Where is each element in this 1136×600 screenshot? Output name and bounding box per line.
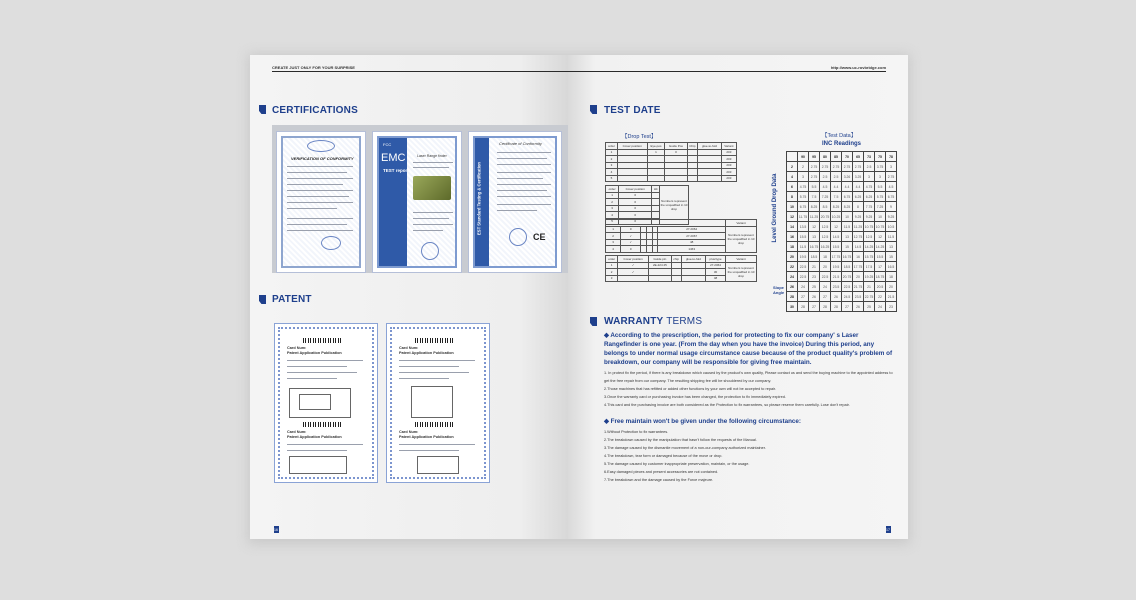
grid-cell: 16 bbox=[853, 252, 864, 262]
barcode-icon bbox=[303, 422, 341, 427]
grid-cell: 14.5 bbox=[853, 242, 864, 252]
table-row bbox=[787, 292, 897, 302]
grid-cell: 16.75 bbox=[842, 252, 853, 262]
certificate-verification bbox=[276, 131, 366, 273]
table-row: 4 203 bbox=[606, 169, 737, 176]
table-row bbox=[787, 182, 897, 192]
patent-line2: Patent Application Publication bbox=[287, 351, 342, 355]
grid-cell: 4.4 bbox=[842, 182, 853, 192]
grid-cell: 15 bbox=[886, 252, 897, 262]
table-header: Cover position bbox=[617, 143, 647, 150]
table-header: glue-to-fold bbox=[681, 256, 705, 263]
table-header: order bbox=[606, 256, 618, 263]
list-item: 1. In protect fix the period, if there is any breakdown which caused by the product's own quality, Please contact us and send the buying machine to the appointed address to get the free repair from our company. The resulting shipping fee will be shouldered by our company. bbox=[604, 371, 893, 383]
grid-cell: 3 bbox=[798, 172, 809, 182]
grid-cell: 5.5 bbox=[809, 182, 820, 192]
grid-cell: 17.75 bbox=[853, 262, 864, 272]
warranty-title-b: TERMS bbox=[666, 316, 703, 327]
grid-cell: 26 bbox=[831, 292, 842, 302]
emc-sub-label: TEST report bbox=[383, 168, 409, 173]
left-page bbox=[250, 55, 568, 539]
emc-big-label: EMC bbox=[381, 152, 406, 164]
table-row bbox=[787, 232, 897, 242]
grid-col-header: 80 bbox=[820, 152, 831, 162]
free-maintain-list bbox=[604, 428, 894, 484]
table-header: Chip bbox=[687, 143, 698, 150]
patent-line2: Patent Application Publication bbox=[399, 435, 454, 439]
grid-cell: 5.75 bbox=[875, 192, 886, 202]
free-maintain-title: ◆ Free maintain won't be given under the following circumstance: bbox=[604, 418, 802, 425]
patent-line2: Patent Application Publication bbox=[399, 351, 454, 355]
grid-cell: 21.5 bbox=[831, 272, 842, 282]
grid-cell: 9.25 bbox=[864, 212, 875, 222]
grid-cell: 25 bbox=[864, 302, 875, 312]
grid-cell: 4.5 bbox=[886, 182, 897, 192]
grid-cell: 12 bbox=[809, 222, 820, 232]
grid-cell: 6.75 bbox=[886, 192, 897, 202]
grid-cell: 20.75 bbox=[820, 212, 831, 222]
table-row bbox=[787, 202, 897, 212]
grid-cell: 19.25 bbox=[864, 272, 875, 282]
table-header: glue-to-fold bbox=[698, 143, 722, 150]
grid-cell: 22.5 bbox=[798, 262, 809, 272]
table-row bbox=[787, 252, 897, 262]
grid-cell: 10.5 bbox=[886, 222, 897, 232]
grid-cell: 7.75 bbox=[864, 202, 875, 212]
grid-cell: 21.5 bbox=[886, 292, 897, 302]
list-item: 2.The breakdown caused by the manipulation that hasn't follow the requests of the Manual. bbox=[604, 438, 757, 442]
emc-product: Laser Range finder bbox=[417, 154, 447, 158]
certificate-conformity bbox=[468, 131, 562, 273]
grid-cell: 18 bbox=[886, 272, 897, 282]
list-item: 3.The damage caused by the dismantle movement of a non-our-company authorized maintainer. bbox=[604, 446, 766, 450]
patent-document bbox=[386, 323, 490, 483]
grid-cell: 3 bbox=[886, 162, 897, 172]
table-row bbox=[787, 262, 897, 272]
patent-document bbox=[274, 323, 378, 483]
certifications-title: CERTIFICATIONS bbox=[272, 105, 358, 116]
grid-cell: 4.5 bbox=[820, 182, 831, 192]
grid-col-header: 70 bbox=[842, 152, 853, 162]
grid-cell: 4.4 bbox=[831, 182, 842, 192]
grid-col-header: 65 bbox=[853, 152, 864, 162]
grid-cell: 2.75 bbox=[886, 172, 897, 182]
patent-line1: Card Num: bbox=[399, 430, 419, 434]
grid-row-header: 24 bbox=[787, 272, 798, 282]
table-header: Guide pin bbox=[649, 256, 672, 263]
grid-cell: 3 bbox=[875, 172, 886, 182]
grid-cell: 22.5 bbox=[798, 272, 809, 282]
table-row bbox=[787, 212, 897, 222]
table-row: 3 ✓ 48 bbox=[606, 239, 757, 246]
ce-mark: CE bbox=[533, 232, 546, 242]
grid-cell: 26 bbox=[853, 302, 864, 312]
grid-cell: 3 bbox=[864, 172, 875, 182]
table-row: 4 0 bbox=[606, 212, 689, 219]
drop-test-table-3 bbox=[605, 219, 757, 253]
grid-cell: 9.25 bbox=[886, 212, 897, 222]
grid-cell: 8 bbox=[853, 202, 864, 212]
table-row: 3 0 bbox=[606, 205, 689, 212]
warranty-terms-list bbox=[604, 369, 894, 409]
grid-cell: 9.25 bbox=[853, 212, 864, 222]
grid-cell: 3.75 bbox=[875, 162, 886, 172]
table-row: 1 0 27.2064 Numbers represent the unqualified in 10 drop bbox=[606, 226, 757, 233]
section-marker-icon bbox=[259, 105, 266, 114]
patent-diagram bbox=[417, 456, 459, 474]
grid-cell: 16.75 bbox=[809, 242, 820, 252]
inc-readings-grid bbox=[786, 151, 897, 312]
section-marker-icon bbox=[590, 105, 597, 114]
grid-col-header: 78 bbox=[886, 152, 897, 162]
table-row: 3 203 bbox=[606, 162, 737, 169]
grid-corner bbox=[787, 152, 798, 162]
list-item: 1.Without Protection to fix warrantees. bbox=[604, 430, 669, 434]
grid-cell: 22 bbox=[875, 292, 886, 302]
table-row: 5 0 bbox=[606, 218, 689, 225]
table-row bbox=[787, 282, 897, 292]
grid-cell: 8.5 bbox=[820, 202, 831, 212]
rangefinder-photo bbox=[413, 176, 451, 200]
grid-cell: 6.75 bbox=[842, 192, 853, 202]
grid-cell: 19.5 bbox=[798, 252, 809, 262]
grid-cell: 27 bbox=[842, 302, 853, 312]
header-rule bbox=[568, 71, 886, 72]
grid-col-header: 85 bbox=[831, 152, 842, 162]
grid-row-header: 16 bbox=[787, 232, 798, 242]
vertical-axis-label: Level Ground Drop Data bbox=[772, 173, 778, 243]
list-item: 7.The breakdown and the damage caused by the Force majeure. bbox=[604, 478, 714, 482]
grid-cell: 26 bbox=[809, 292, 820, 302]
table-row bbox=[787, 162, 897, 172]
grid-cell: 18.75 bbox=[875, 272, 886, 282]
table-header: Cover position bbox=[619, 186, 652, 193]
table-header: plus/type bbox=[706, 256, 726, 263]
slope-angle-label: Slope Angle bbox=[773, 285, 785, 295]
stamp-icon bbox=[321, 236, 341, 250]
grid-cell: 9 bbox=[886, 202, 897, 212]
list-item: 5.The damage caused by customer inappropriate preservation, maintain, or the usage. bbox=[604, 462, 750, 466]
table-header: Eye-pos bbox=[647, 143, 665, 150]
table-row: 2 ✓ 27.2067 bbox=[606, 233, 757, 240]
test-date-title: TEST DATE bbox=[604, 105, 661, 116]
grid-cell: 23.5 bbox=[853, 292, 864, 302]
table-header: Cover position bbox=[618, 256, 649, 263]
table-row: 3 48 bbox=[606, 275, 757, 282]
grid-col-header: 73 bbox=[864, 152, 875, 162]
grid-cell: 22.5 bbox=[842, 282, 853, 292]
cert1-title: VERIFICATION OF CONFORMITY bbox=[291, 156, 354, 161]
table-row: 2 203 bbox=[606, 156, 737, 163]
grid-cell: 12.5 bbox=[820, 232, 831, 242]
grid-cell: 19.5 bbox=[831, 262, 842, 272]
grid-cell: 14.25 bbox=[875, 242, 886, 252]
emc-top-label: FCC bbox=[383, 142, 392, 147]
grid-row-header: 8 bbox=[787, 192, 798, 202]
grid-col-header: 90 bbox=[798, 152, 809, 162]
emc-seal-icon bbox=[421, 242, 439, 260]
grid-cell: 2.75 bbox=[809, 172, 820, 182]
grid-col-header: 95 bbox=[809, 152, 820, 162]
section-marker-icon bbox=[259, 295, 266, 304]
right-page bbox=[568, 55, 908, 539]
grid-cell: 2.75 bbox=[809, 162, 820, 172]
barcode-icon bbox=[415, 338, 453, 343]
grid-cell: 23 bbox=[886, 302, 897, 312]
grid-cell: 20.75 bbox=[842, 272, 853, 282]
table-note: Numbers represent the unqualified in 10 drop bbox=[726, 226, 757, 252]
cert3-title: Certificate of Conformity bbox=[499, 141, 542, 146]
patent-title: PATENT bbox=[272, 294, 312, 305]
grid-cell: 25 bbox=[809, 282, 820, 292]
certificate-emc bbox=[372, 131, 462, 273]
patent-diagram bbox=[411, 386, 453, 418]
barcode-icon bbox=[415, 422, 453, 427]
table-note: Numbers represent the unqualified in 10 drop bbox=[660, 186, 689, 225]
grid-cell: 15.5 bbox=[831, 242, 842, 252]
grid-cell: 20 bbox=[820, 262, 831, 272]
grid-cell: 10.75 bbox=[864, 222, 875, 232]
drop-test-table-4 bbox=[605, 255, 757, 282]
grid-cell: 2.75 bbox=[853, 162, 864, 172]
grid-row-header: 4 bbox=[787, 172, 798, 182]
grid-cell: 13.5 bbox=[798, 222, 809, 232]
grid-cell: 15 bbox=[842, 242, 853, 252]
grid-row-header: 28 bbox=[787, 292, 798, 302]
grid-cell: 22.75 bbox=[864, 292, 875, 302]
drop-test-label: 【Drop Test】 bbox=[622, 134, 657, 140]
grid-cell: 20 bbox=[853, 272, 864, 282]
grid-cell: 24.5 bbox=[842, 292, 853, 302]
grid-cell: 14.25 bbox=[864, 242, 875, 252]
table-header: chip bbox=[671, 256, 681, 263]
grid-cell: 12 bbox=[831, 222, 842, 232]
grid-cell: 11.5 bbox=[842, 222, 853, 232]
section-marker-icon bbox=[590, 317, 597, 326]
patent-line2: Patent Application Publication bbox=[287, 435, 342, 439]
grid-cell: 13 bbox=[809, 232, 820, 242]
grid-cell: 11.75 bbox=[798, 212, 809, 222]
grid-cell: 12.5 bbox=[864, 232, 875, 242]
grid-cell: 10 bbox=[875, 212, 886, 222]
list-item: 4.This card and the purchasing invoice are both considered as the Protection to fix warrantees, so please reserve them carefully. Lose don't repair. bbox=[604, 403, 850, 407]
table-row bbox=[787, 272, 897, 282]
grid-cell: 24 bbox=[820, 282, 831, 292]
grid-cell: 2.75 bbox=[820, 162, 831, 172]
right-page-number: 17 bbox=[886, 528, 890, 532]
table-row bbox=[787, 302, 897, 312]
cert-logo-icon bbox=[307, 140, 335, 152]
grid-cell: 28 bbox=[820, 302, 831, 312]
grid-cell: 27 bbox=[820, 292, 831, 302]
warranty-title-a: WARRANTY bbox=[604, 316, 664, 327]
grid-row-header: 22 bbox=[787, 262, 798, 272]
grid-cell: 13 bbox=[886, 242, 897, 252]
grid-cell: 2.75 bbox=[842, 162, 853, 172]
grid-cell: 10 bbox=[842, 212, 853, 222]
table-header: Variant bbox=[726, 220, 757, 227]
table-header: order bbox=[606, 143, 618, 150]
grid-cell: 20 bbox=[886, 282, 897, 292]
grid-cell: 21 bbox=[864, 282, 875, 292]
grid-cell: 11.25 bbox=[853, 222, 864, 232]
table-row: 1 1 0 203 bbox=[606, 149, 737, 156]
grid-row-header: 20 bbox=[787, 252, 798, 262]
list-item: 2.Those machines that has refitted or added other functions by your own will not be accepted to repair. bbox=[604, 387, 777, 391]
list-item: 3.Once the warranty card or purchasing invoice has been changed, the protection to fix immediately expired. bbox=[604, 395, 786, 399]
grid-cell: 11.5 bbox=[886, 232, 897, 242]
table-header: Variant bbox=[726, 256, 757, 263]
grid-row-header: 18 bbox=[787, 242, 798, 252]
patent-line1: Card Num: bbox=[287, 346, 307, 350]
test-data-label: 【Test Data】 bbox=[822, 133, 857, 139]
patent-diagram bbox=[289, 456, 347, 474]
grid-row-header: 14 bbox=[787, 222, 798, 232]
grid-cell: 24 bbox=[875, 302, 886, 312]
grid-cell: 4.4 bbox=[853, 182, 864, 192]
grid-row-header: 12 bbox=[787, 212, 798, 222]
table-row bbox=[787, 242, 897, 252]
table-row: 4 0 1463 bbox=[606, 246, 757, 253]
grid-cell: 21 bbox=[809, 262, 820, 272]
grid-cell: 11.5 bbox=[798, 242, 809, 252]
grid-cell: 22.5 bbox=[820, 272, 831, 282]
grid-cell: 17.75 bbox=[831, 252, 842, 262]
table-header: order bbox=[606, 186, 619, 193]
grid-cell: 27 bbox=[798, 292, 809, 302]
table-row: 5 203 bbox=[606, 175, 737, 182]
table-header: Hit bbox=[652, 186, 660, 193]
grid-cell: 12.75 bbox=[853, 232, 864, 242]
grid-cell: 6.25 bbox=[853, 192, 864, 202]
barcode-icon bbox=[303, 338, 341, 343]
table-row bbox=[787, 172, 897, 182]
drop-test-table-1 bbox=[605, 142, 737, 182]
grid-cell: 16.5 bbox=[886, 262, 897, 272]
table-row: 2 ✓ 30 bbox=[606, 269, 757, 276]
est-side-text: EST Standard Testing & Certification bbox=[476, 162, 482, 235]
header-left-text: CREATE JUST ONLY FOR YOUR SURPRISE bbox=[272, 65, 355, 70]
grid-cell: 2.5 bbox=[820, 172, 831, 182]
grid-cell: 8.25 bbox=[831, 202, 842, 212]
warranty-lead: ◆ According to the prescription, the period for protecting to fix our company' s Laser Rangefinder is one year. (From the day when you have the invoice) During this period, any belongs to under normal usage circumstance cause because of the product quality's problem of breakdown, our company will be responsible for giving free maintain. bbox=[604, 332, 893, 366]
grid-row-header: 30 bbox=[787, 302, 798, 312]
grid-cell: 7.5 bbox=[831, 192, 842, 202]
grid-cell: 14.5 bbox=[831, 232, 842, 242]
grid-cell: 21.75 bbox=[853, 282, 864, 292]
grid-cell: 2.5 bbox=[864, 162, 875, 172]
grid-cell: 13 bbox=[842, 232, 853, 242]
grid-cell: 8.25 bbox=[809, 202, 820, 212]
grid-cell: 5.5 bbox=[875, 182, 886, 192]
grid-header-row bbox=[787, 152, 897, 162]
grid-cell: 2.5 bbox=[831, 172, 842, 182]
grid-cell: 2.75 bbox=[831, 162, 842, 172]
grid-cell: 18 bbox=[820, 252, 831, 262]
grid-cell: 17 bbox=[875, 262, 886, 272]
grid-cell: 7.5 bbox=[809, 192, 820, 202]
grid-cell: 10.25 bbox=[831, 212, 842, 222]
grid-row-header: 6 bbox=[787, 182, 798, 192]
patent-line1: Card Num: bbox=[399, 346, 419, 350]
header-right-text: http://www.uc-rovbridge.com bbox=[830, 65, 886, 70]
table-row: 2 0 bbox=[606, 199, 689, 206]
table-row bbox=[787, 192, 897, 202]
grid-cell: 3.25 bbox=[853, 172, 864, 182]
grid-cell: 4.75 bbox=[864, 182, 875, 192]
grid-row-header: 26 bbox=[787, 282, 798, 292]
grid-cell: 27 bbox=[809, 302, 820, 312]
table-row bbox=[787, 222, 897, 232]
header-rule bbox=[272, 71, 568, 72]
grid-cell: 3.26 bbox=[842, 172, 853, 182]
grid-cell: 8.25 bbox=[842, 202, 853, 212]
grid-cell: 18.5 bbox=[809, 252, 820, 262]
grid-cell: 17.5 bbox=[864, 262, 875, 272]
grid-row-header: 2 bbox=[787, 162, 798, 172]
grid-cell: 5.75 bbox=[798, 192, 809, 202]
grid-cell: 12.5 bbox=[820, 222, 831, 232]
table-header: Variant bbox=[721, 143, 736, 150]
grid-cell: 15.5 bbox=[798, 232, 809, 242]
cert3-seal-icon bbox=[509, 228, 527, 246]
table-note: Numbers represent the unqualified in 10 drop bbox=[726, 262, 757, 282]
table-row: 1 0 bbox=[606, 192, 689, 199]
table-header: Guide Pos bbox=[665, 143, 687, 150]
grid-cell: 28 bbox=[798, 302, 809, 312]
table-row: 1 ✓ 2E-224 25 27.2064 Numbers represent the unqualified in 10 drop bbox=[606, 262, 757, 269]
grid-cell: 7.25 bbox=[820, 192, 831, 202]
list-item: 6.Easy damaged pieces and present accessories are not contained. bbox=[604, 470, 719, 474]
grid-cell: 4.75 bbox=[798, 182, 809, 192]
grid-cell: 23.5 bbox=[831, 282, 842, 292]
left-page-number: 16 bbox=[274, 528, 278, 532]
inc-readings-label: INC Readings bbox=[822, 141, 862, 147]
grid-cell: 10.75 bbox=[875, 222, 886, 232]
grid-cell: 15.75 bbox=[864, 252, 875, 262]
list-item: 4.The breakdown, tear form or damaged because of the move or drop. bbox=[604, 454, 723, 458]
grid-cell: 16.25 bbox=[820, 242, 831, 252]
grid-row-header: 10 bbox=[787, 202, 798, 212]
grid-cell: 11.25 bbox=[809, 212, 820, 222]
grid-cell: 6.25 bbox=[864, 192, 875, 202]
grid-cell: 20.5 bbox=[875, 282, 886, 292]
grid-cell: 12 bbox=[875, 232, 886, 242]
grid-cell: 28 bbox=[831, 302, 842, 312]
grid-cell: 7.25 bbox=[875, 202, 886, 212]
grid-col-header: 75 bbox=[875, 152, 886, 162]
patent-line1: Card Num: bbox=[287, 430, 307, 434]
grid-cell: 23 bbox=[809, 272, 820, 282]
grid-cell: 15.5 bbox=[875, 252, 886, 262]
grid-cell: 24 bbox=[798, 282, 809, 292]
warranty-title bbox=[604, 316, 702, 327]
grid-cell: 2 bbox=[798, 162, 809, 172]
grid-cell: 6.75 bbox=[798, 202, 809, 212]
grid-cell: 18.5 bbox=[842, 262, 853, 272]
